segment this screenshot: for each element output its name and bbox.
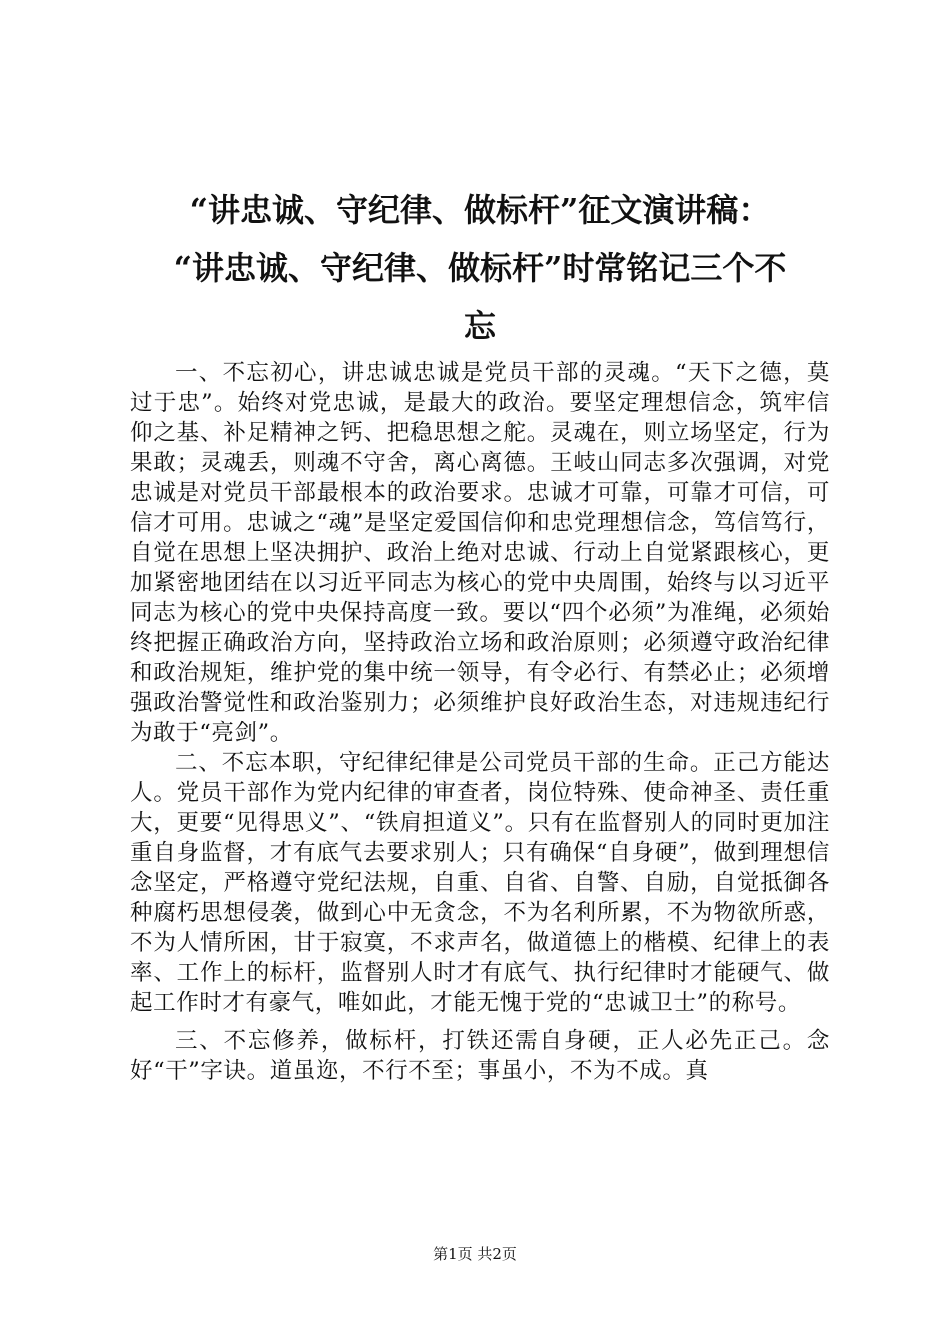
document-body — [130, 358, 830, 1086]
document-title-line-1: “讲忠诚、守纪律、做标杆”征文演讲稿： — [189, 191, 771, 229]
page-footer: 第1页 共2页 — [433, 1245, 517, 1263]
document-title-line-2: “讲忠诚、守纪律、做标杆”时常铭记三个不 — [173, 249, 787, 287]
document-title-line-3: 忘 — [463, 307, 496, 345]
paragraph-3: 三、不忘修养，做标杆，打铁还需自身硬，正人必先正己。念好“干”字诀。道虽迩，不行不至；事虽小，不为不成。真 — [130, 1028, 830, 1084]
paragraph-1: 一、不忘初心，讲忠诚忠诚是党员干部的灵魂。“天下之德，莫过于忠”。始终对党忠诚，是最大的政治。要坚定理想信念，筑牢信仰之基、补足精神之钙、把稳思想之舵。灵魂在，则立场坚定，行为果敢；灵魂丢，则魂不守舍，离心离德。王岐山同志多次强调，对党忠诚是对党员干部最根本的政治要求。忠诚才可靠，可靠才可信，可信才可用。忠诚之“魂”是坚定爱国信仰和忠党理想信念，笃信笃行，自觉在思想上坚决拥护、政治上绝对忠诚、行动上自觉紧跟核心，更加紧密地团结在以习近平同志为核心的党中央周围，始终与以习近平同志为核心的党中央保持高度一致。要以“四个必须”为准绳，必须始终把握正确政治方向，坚持政治立场和政治原则；必须遵守政治纪律和政治规矩，维护党的集中统一领导，有令必行、有禁必止；必须增强政治警觉性和政治鉴别力；必须维护良好政治生态，对违规违纪行为敢于“亮剑”。 — [130, 360, 830, 746]
paragraph-2: 二、不忘本职，守纪律纪律是公司党员干部的生命。正己方能达人。党员干部作为党内纪律的审查者，岗位特殊、使命神圣、责任重大，更要“见得思义”、“铁肩担道义”。只有在监督别人的同时更加注重自身监督，才有底气去要求别人；只有确保“自身硬”，做到理想信念坚定，严格遵守党纪法规，自重、自省、自警、自励，自觉抵御各种腐朽思想侵袭，做到心中无贪念，不为名利所累，不为物欲所惑，不为人情所困，甘于寂寞，不求声名，做道德上的楷模、纪律上的表率、工作上的标杆，监督别人时才有底气、执行纪律时才能硬气、做起工作时才有豪气，唯如此，才能无愧于党的“忠诚卫士”的称号。 — [130, 750, 830, 1016]
